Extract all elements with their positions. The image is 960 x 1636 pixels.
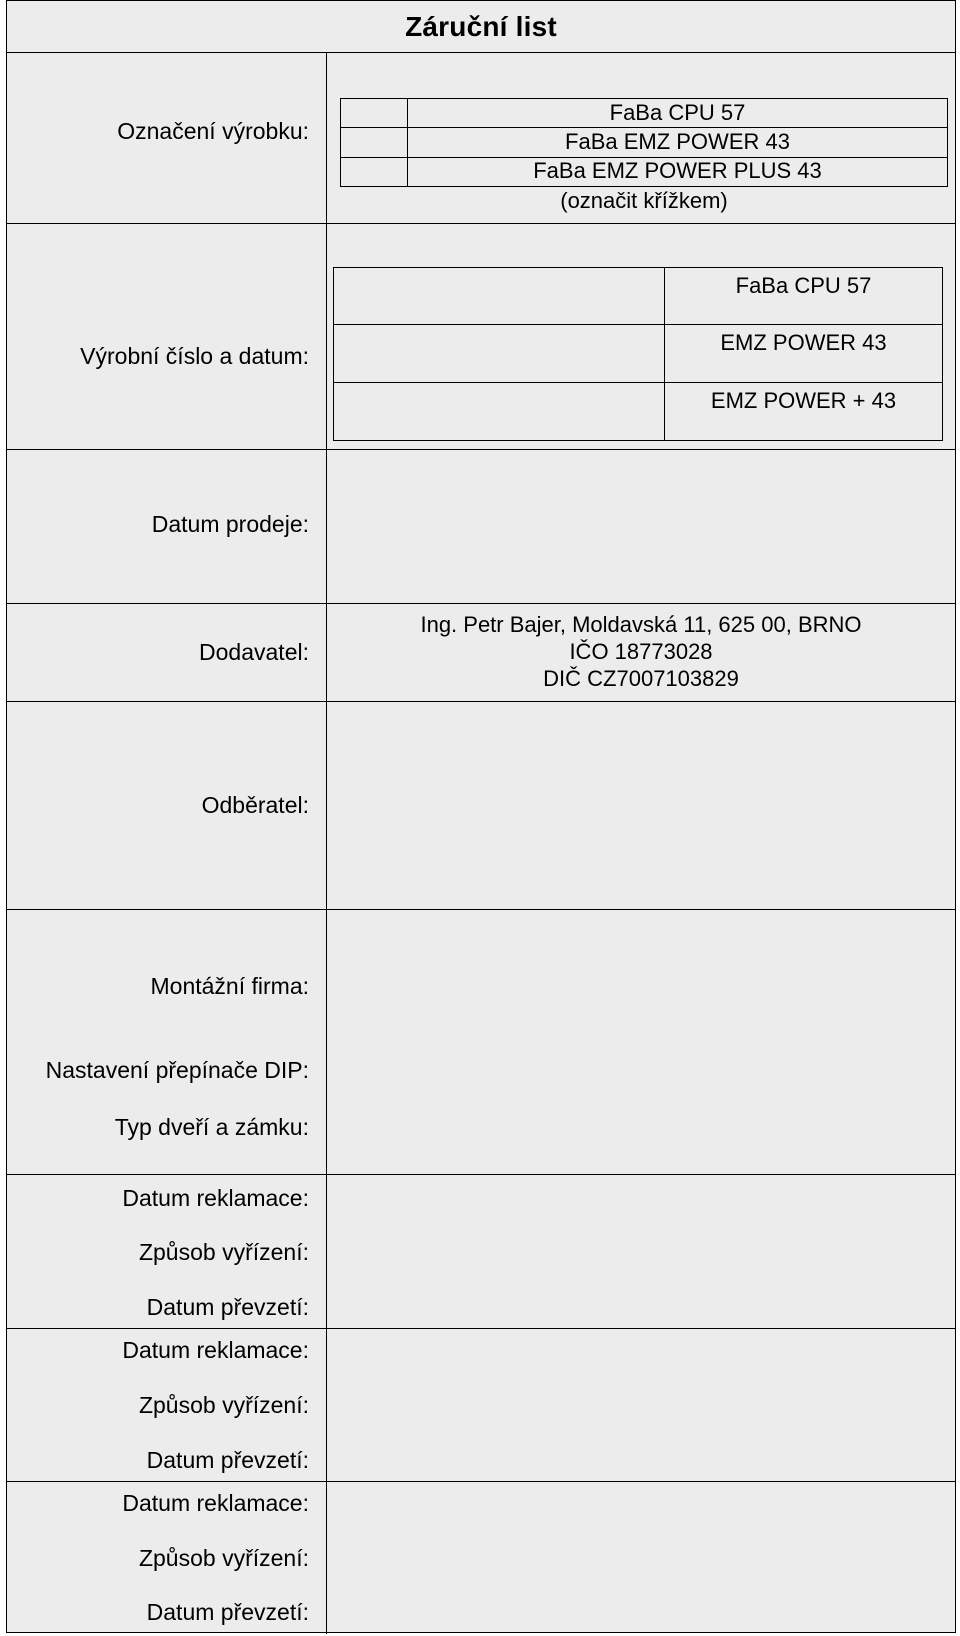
claim-3-field[interactable] [327, 1482, 955, 1633]
claim-takeover-label: Datum převzetí: [146, 1599, 309, 1625]
claim-method-label: Způsob vyřízení: [138, 1545, 309, 1571]
serial-number-label: Výrobní číslo a datum: [80, 343, 309, 369]
serial-input-cpu57[interactable] [334, 268, 664, 324]
installation-field[interactable] [327, 910, 955, 1174]
claim-1-field[interactable] [327, 1175, 955, 1328]
product-option: FaBa CPU 57 [609, 100, 746, 125]
warranty-card [6, 0, 956, 1633]
installation-company-label: Montážní firma: [150, 973, 309, 999]
claim-date-label: Datum reklamace: [122, 1185, 309, 1211]
claim-method-label: Způsob vyřízení: [138, 1392, 309, 1418]
claim-date-label: Datum reklamace: [122, 1490, 309, 1516]
divider [7, 52, 955, 53]
product-option: FaBa EMZ POWER 43 [565, 129, 790, 154]
serial-item: EMZ POWER + 43 [710, 388, 897, 413]
claim-method-label: Způsob vyřízení: [138, 1239, 309, 1265]
claim-2-field[interactable] [327, 1329, 955, 1481]
sale-date-field[interactable] [327, 450, 955, 603]
claim-takeover-label: Datum převzetí: [146, 1294, 309, 1320]
product-designation-label: Označení výrobku: [117, 118, 309, 144]
divider [7, 603, 955, 604]
serial-item: EMZ POWER 43 [720, 330, 887, 355]
sale-date-label: Datum prodeje: [151, 511, 309, 537]
page-title: Záruční list [405, 11, 557, 42]
serial-item: FaBa CPU 57 [735, 273, 872, 298]
product-options-table [340, 98, 948, 187]
door-lock-type-label: Typ dveří a zámku: [114, 1114, 309, 1140]
claim-date-label: Datum reklamace: [122, 1337, 309, 1363]
supplier-dic: DIČ CZ7007103829 [543, 666, 739, 691]
checkbox-cpu57[interactable] [341, 99, 407, 127]
product-option: FaBa EMZ POWER PLUS 43 [533, 158, 822, 183]
product-designation-note: (označit křížkem) [560, 188, 728, 213]
checkbox-emz-power-43[interactable] [341, 128, 407, 157]
dip-switch-label: Nastavení přepínače DIP: [45, 1057, 309, 1083]
customer-field[interactable] [327, 702, 955, 909]
serial-number-table [333, 267, 943, 441]
serial-input-emz-power-plus-43[interactable] [334, 383, 664, 440]
divider [7, 223, 955, 224]
supplier-address: Ing. Petr Bajer, Moldavská 11, 625 00, BRNO [420, 612, 862, 637]
claim-takeover-label: Datum převzetí: [146, 1447, 309, 1473]
supplier-ico: IČO 18773028 [569, 639, 713, 664]
checkbox-emz-power-plus-43[interactable] [341, 158, 407, 186]
customer-label: Odběratel: [201, 792, 309, 818]
serial-input-emz-power-43[interactable] [334, 325, 664, 382]
supplier-label: Dodavatel: [199, 639, 309, 665]
